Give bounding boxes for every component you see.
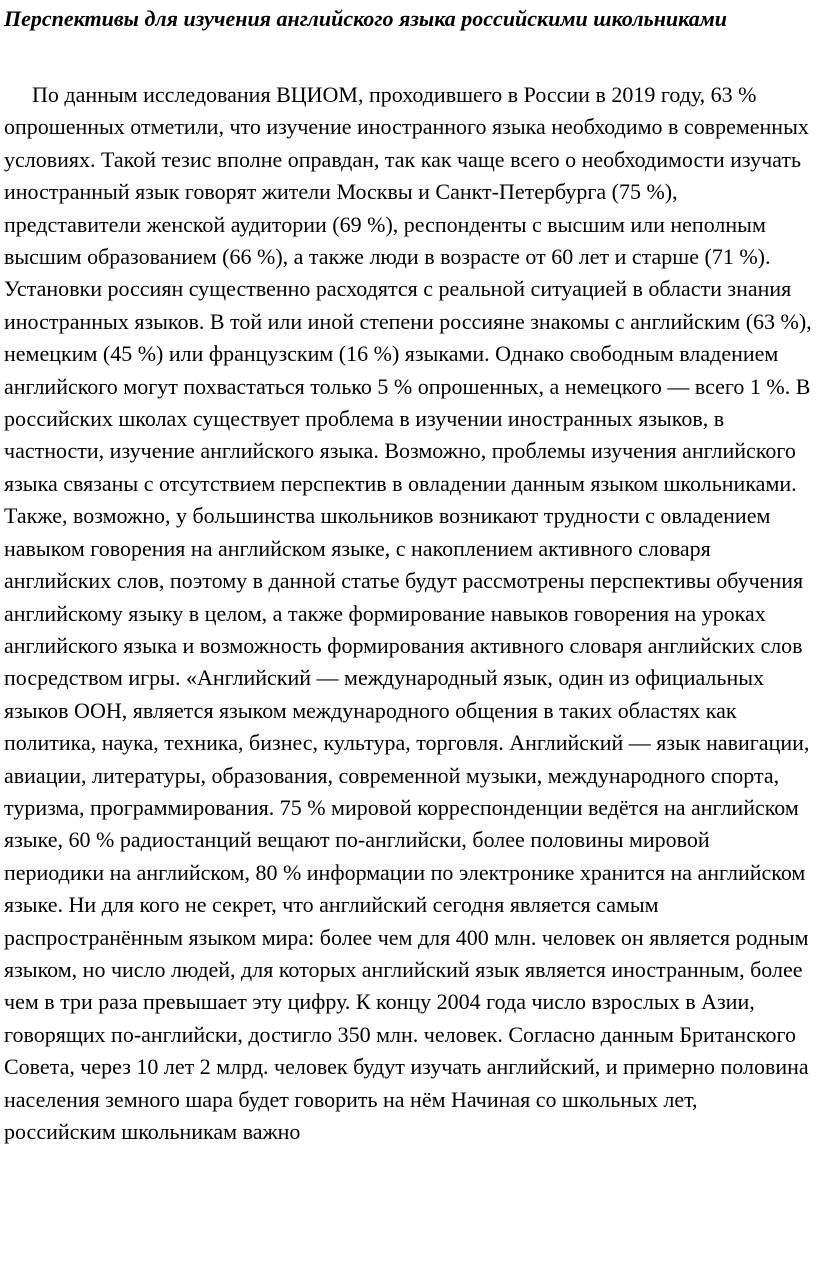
body-paragraph: По данным исследования ВЦИОМ, проходившего в России в 2019 году, 63 % опрошенных отметили, что изучение иностранного языка необходимо в современных условиях. Такой тезис вполне оправдан, так как чаще всего о необходимости изучать иностранный язык говорят жители Москвы и Санкт-Петербурга (75 %), представители женской аудитории (69 %), респонденты с высшим или неполным высшим образованием (66 %), а также люди в возрасте от 60 лет и старше (71 %). Установки россиян существенно расходятся с реальной ситуацией в области знания иностранных языков. В той или иной степени россияне знакомы с английским (63 %), немецким (45 %) или французским (16 %) языками. Однако свободным владением английского могут похвастаться только 5 % опрошенных, а немецкого — всего 1 %. В российских школах существует проблема в изучении иностранных языков, в частности, изучение английского языка. Возможно, проблемы изучения английского языка связаны с отсутствием перспектив в овладении данным языком школьниками. Также, возможно, у большинства школьников возникают трудности с овладением навыком говорения на английском языке, с накоплением активного словаря английских слов, поэтому в данной статье будут рассмотрены перспективы обучения английскому языку в целом, а также формирование навыков говорения на уроках английского языка и возможность формирования активного словаря английских слов посредством игры. «Английский — международный язык, один из официальных языков ООН, является языком международного общения в таких областях как политика, наука, техника, бизнес, культура, торговля. Английский — язык навигации, авиации, литературы, образования, современной музыки, международного спорта, туризма, программирования. 75 % мировой корреспонденции ведётся на английском языке, 60 % радиостанций вещают по-английски, более половины мировой периодики на английском, 80 % информации по электронике хранится на английском языке. Ни для кого не секрет, что английский сегодня является самым распространённым языком мира: более чем для 400 млн. человек он является родным языком, но число людей, для которых английский язык является иностранным, более чем в три раза превышает эту цифру. К концу 2004 года число взрослых в Азии, говорящих по-английски, достигло 350 млн. человек. Согласно данным Британского Совета, через 10 лет 2 млрд. человек будут изучать английский, и примерно половина населения земного шара будет говорить на нём Начиная со школьных лет, российским школьникам важно	[4, 82, 812, 1144]
document-title: Перспективы для изучения английского языка российскими школьниками	[4, 6, 728, 31]
